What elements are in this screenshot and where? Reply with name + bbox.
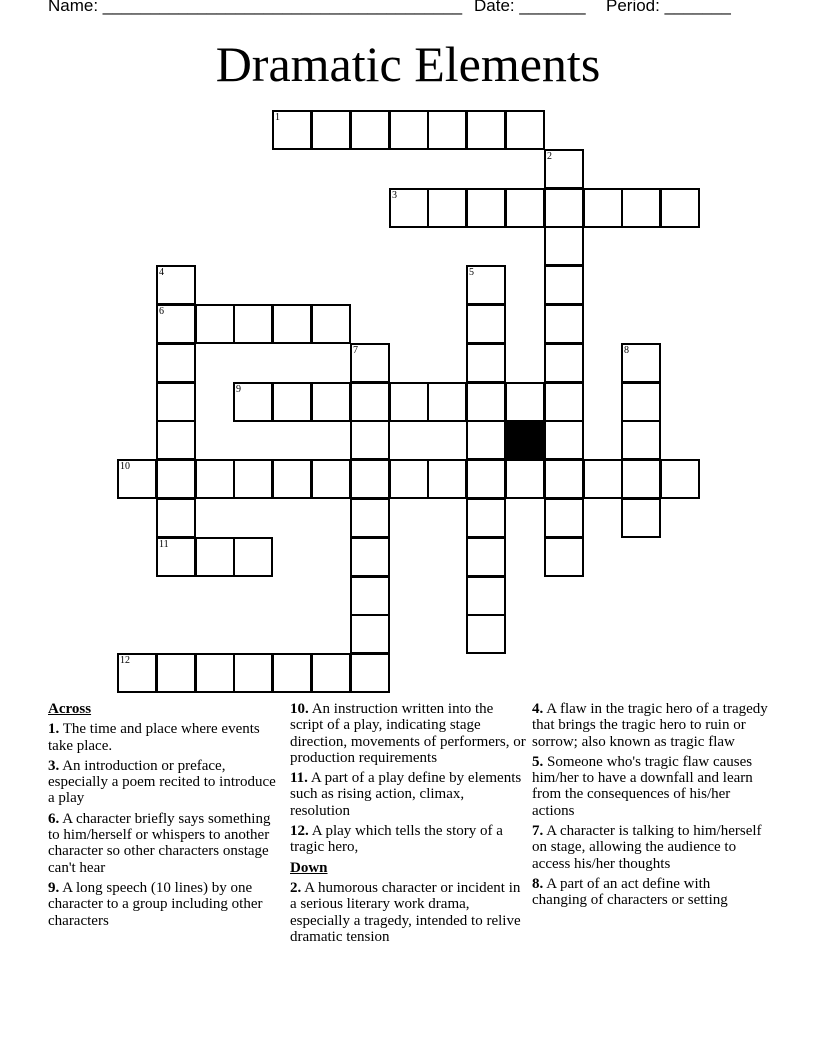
crossword-cell[interactable] bbox=[621, 382, 661, 422]
crossword-cell[interactable] bbox=[272, 459, 312, 499]
crossword-cell[interactable] bbox=[350, 382, 390, 422]
clue-down-7: 7. A character is talking to him/herself on stage, allowing the audience to access his/her thoughts bbox=[532, 823, 762, 872]
crossword-cell[interactable] bbox=[621, 420, 661, 460]
crossword-cell[interactable] bbox=[117, 459, 157, 499]
clue-number: 8 bbox=[624, 345, 629, 356]
crossword-cell[interactable] bbox=[544, 343, 584, 383]
crossword-cell[interactable] bbox=[195, 304, 235, 344]
crossword-cell[interactable] bbox=[311, 382, 351, 422]
clues-column-1 bbox=[48, 701, 284, 933]
crossword-cell[interactable] bbox=[350, 420, 390, 460]
clue-down-8: 8. A part of an act define with changing of characters or setting bbox=[532, 875, 728, 909]
crossword-cell[interactable] bbox=[350, 614, 390, 654]
crossword-cell[interactable] bbox=[660, 188, 700, 228]
crossword-cell[interactable] bbox=[195, 653, 235, 693]
crossword-cell[interactable] bbox=[466, 459, 506, 499]
crossword-cell[interactable] bbox=[544, 459, 584, 499]
crossword-cell[interactable] bbox=[350, 110, 390, 150]
across-heading: Across bbox=[48, 701, 92, 717]
clues-column-3 bbox=[532, 701, 768, 913]
crossword-cell[interactable] bbox=[350, 498, 390, 538]
clue-number: 2 bbox=[547, 151, 552, 162]
down-heading: Down bbox=[290, 859, 328, 876]
crossword-cell[interactable] bbox=[466, 537, 506, 577]
crossword-cell[interactable] bbox=[544, 304, 584, 344]
crossword-cell[interactable] bbox=[156, 265, 196, 305]
crossword-cell[interactable] bbox=[544, 498, 584, 538]
crossword-cell[interactable] bbox=[195, 537, 235, 577]
crossword-cell[interactable] bbox=[156, 537, 196, 577]
crossword-cell[interactable] bbox=[389, 382, 429, 422]
crossword-cell[interactable] bbox=[466, 614, 506, 654]
crossword-cell[interactable] bbox=[389, 110, 429, 150]
crossword-cell[interactable] bbox=[544, 149, 584, 189]
crossword-cell[interactable] bbox=[156, 498, 196, 538]
crossword-cell[interactable] bbox=[389, 459, 429, 499]
crossword-cell[interactable] bbox=[505, 110, 545, 150]
crossword-cell[interactable] bbox=[233, 537, 273, 577]
clue-across-6: 6. A character briefly says something to him/herself or whispers to another character so other characters onstage can't hear bbox=[48, 810, 271, 876]
crossword-cell[interactable] bbox=[427, 382, 467, 422]
clue-number: 4 bbox=[159, 267, 164, 278]
clue-number: 6 bbox=[159, 306, 164, 317]
clue-across-1: 1. The time and place where events take place. bbox=[48, 721, 260, 754]
clue-number: 10 bbox=[120, 461, 130, 472]
crossword-cell[interactable] bbox=[233, 653, 273, 693]
crossword-cell[interactable] bbox=[350, 459, 390, 499]
name-field[interactable]: Name: ______________________________________ bbox=[48, 0, 463, 15]
crossword-cell[interactable] bbox=[544, 226, 584, 266]
crossword-cell[interactable] bbox=[272, 304, 312, 344]
crossword-cell[interactable] bbox=[156, 382, 196, 422]
crossword-cell[interactable] bbox=[505, 382, 545, 422]
crossword-cell[interactable] bbox=[195, 459, 235, 499]
crossword-cell[interactable] bbox=[311, 304, 351, 344]
page-title: Dramatic Elements bbox=[215, 36, 601, 92]
clue-number: 1 bbox=[275, 112, 280, 123]
clue-across-3: 3. An introduction or preface, especially a poem recited to introduce a play bbox=[48, 757, 276, 807]
crossword-cell[interactable] bbox=[583, 188, 623, 228]
black-square bbox=[505, 420, 545, 460]
crossword-cell[interactable] bbox=[117, 653, 157, 693]
clue-across-9: 9. A long speech (10 lines) by one character to a group including other characters bbox=[48, 879, 263, 929]
crossword-cell[interactable] bbox=[466, 576, 506, 616]
crossword-cell[interactable] bbox=[233, 459, 273, 499]
crossword-cell[interactable] bbox=[350, 576, 390, 616]
crossword-cell[interactable] bbox=[350, 537, 390, 577]
crossword-cell[interactable] bbox=[544, 382, 584, 422]
clue-number: 3 bbox=[392, 190, 397, 201]
crossword-cell[interactable] bbox=[466, 265, 506, 305]
crossword-cell[interactable] bbox=[466, 343, 506, 383]
crossword-cell[interactable] bbox=[466, 188, 506, 228]
date-field[interactable]: Date: _______ bbox=[474, 0, 586, 15]
crossword-cell[interactable] bbox=[621, 188, 661, 228]
crossword-cell[interactable] bbox=[583, 459, 623, 499]
crossword-cell[interactable] bbox=[350, 343, 390, 383]
clues-column-2 bbox=[290, 701, 526, 949]
crossword-cell[interactable] bbox=[427, 459, 467, 499]
crossword-cell[interactable] bbox=[156, 304, 196, 344]
crossword-cell[interactable] bbox=[272, 110, 312, 150]
crossword-cell[interactable] bbox=[427, 110, 467, 150]
crossword-cell[interactable] bbox=[621, 498, 661, 538]
crossword-cell[interactable] bbox=[466, 110, 506, 150]
crossword-cell[interactable] bbox=[544, 188, 584, 228]
crossword-cell[interactable] bbox=[505, 459, 545, 499]
crossword-cell[interactable] bbox=[621, 343, 661, 383]
crossword-cell[interactable] bbox=[544, 265, 584, 305]
clue-number: 7 bbox=[353, 345, 358, 356]
crossword-cell[interactable] bbox=[311, 110, 351, 150]
clue-down-2: 2. A humorous character or incident in a serious literary work drama, especially a tragedy, intended to relive dramatic tension bbox=[290, 879, 521, 945]
crossword-cell[interactable] bbox=[621, 459, 661, 499]
crossword-cell[interactable] bbox=[466, 420, 506, 460]
clue-across-11: 11. A part of a play define by elements such as rising action, climax, resolution bbox=[290, 770, 522, 819]
clue-number: 5 bbox=[469, 267, 474, 278]
crossword-cell[interactable] bbox=[466, 304, 506, 344]
clue-down-5: 5. Someone who's tragic flaw causes him/her to have a downfall and learn from the consequences of his/her actions bbox=[532, 753, 753, 819]
period-field[interactable]: Period: _______ bbox=[606, 0, 731, 15]
crossword-cell[interactable] bbox=[466, 382, 506, 422]
crossword-cell[interactable] bbox=[660, 459, 700, 499]
crossword-cell[interactable] bbox=[350, 653, 390, 693]
crossword-cell[interactable] bbox=[427, 188, 467, 228]
crossword-cell[interactable] bbox=[389, 188, 429, 228]
clue-down-4: 4. A flaw in the tragic hero of a tragedy that brings the tragic hero to ruin or sorrow; also known as tragic flaw bbox=[532, 701, 768, 750]
crossword-cell[interactable] bbox=[311, 459, 351, 499]
clue-number: 11 bbox=[159, 539, 169, 550]
crossword-cell[interactable] bbox=[272, 382, 312, 422]
clue-number: 12 bbox=[120, 655, 130, 666]
crossword-cell[interactable] bbox=[272, 653, 312, 693]
crossword-cell[interactable] bbox=[233, 304, 273, 344]
crossword-cell[interactable] bbox=[505, 188, 545, 228]
crossword-cell[interactable] bbox=[156, 653, 196, 693]
crossword-cell[interactable] bbox=[544, 537, 584, 577]
crossword-cell[interactable] bbox=[544, 420, 584, 460]
crossword-cell[interactable] bbox=[233, 382, 273, 422]
clue-number: 9 bbox=[236, 384, 241, 395]
crossword-cell[interactable] bbox=[466, 498, 506, 538]
crossword-cell[interactable] bbox=[156, 420, 196, 460]
crossword-cell[interactable] bbox=[156, 459, 196, 499]
crossword-cell[interactable] bbox=[311, 653, 351, 693]
clue-across-12: 12. A play which tells the story of a tragic hero, bbox=[290, 823, 503, 856]
clue-across-10: 10. An instruction written into the script of a play, indicating stage direction, movements of performers, or production requirements bbox=[290, 701, 526, 766]
crossword-cell[interactable] bbox=[156, 343, 196, 383]
